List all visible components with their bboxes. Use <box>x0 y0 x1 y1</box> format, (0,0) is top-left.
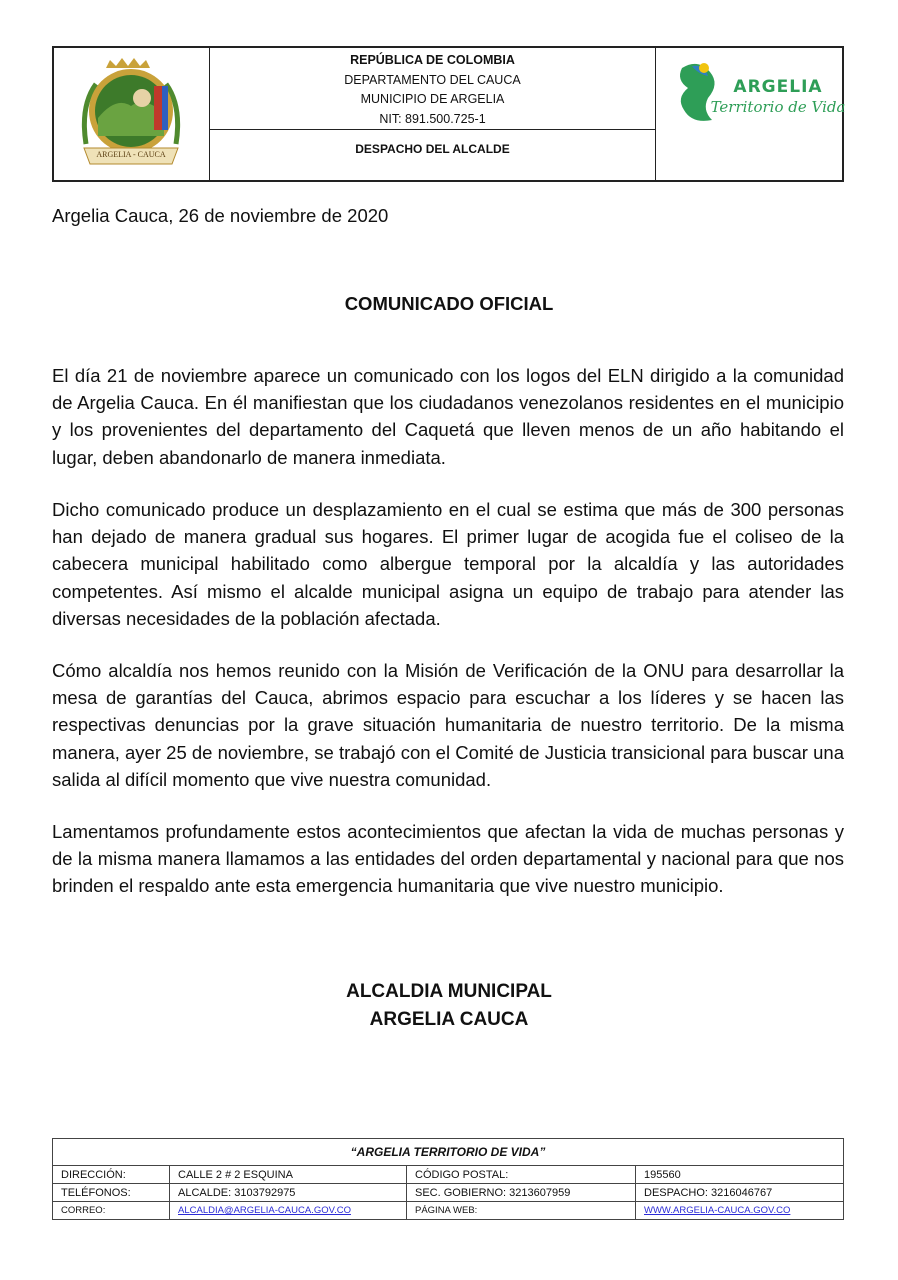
paragraph-1: El día 21 de noviembre aparece un comunicado con los logos del ELN dirigido a la comunidad de Argelia Cauca. En él manifiestan que los ciudadanos venezolanos residentes en el municipio y los provenientes del departamento del Caquetá que lleven menos de un año habitando el lugar, deben abandonarlo de manera inmediata. <box>52 365 844 468</box>
email-link[interactable]: ALCALDIA@ARGELIA-CAUCA.GOV.CO <box>178 1205 351 1216</box>
postal-value: 195560 <box>636 1166 844 1184</box>
paragraph-2: Dicho comunicado produce un desplazamiento en el cual se estima que más de 300 personas han dejado de manera gradual sus hogares. El primer lugar de acogida fue el coliseo de la cabecera municipal habilitado como albergue temporal por la alcaldía y las autoridades competentes. Así mismo el alcalde municipal asigna un equipo de trabajo para atender las diversas necesidades de la población afectada. <box>52 499 844 629</box>
footer-contact-table <box>52 1138 844 1220</box>
date-line: Argelia Cauca, 26 de noviembre de 2020 <box>52 205 389 226</box>
government-phone: SEC. GOBIERNO: 3213607959 <box>407 1184 636 1202</box>
footer-motto: “ARGELIA TERRITORIO DE VIDA” <box>53 1139 844 1166</box>
seal-cell <box>54 48 210 180</box>
table-row <box>53 1184 844 1202</box>
brand-cell <box>655 48 846 180</box>
office-phone: DESPACHO: 3216046767 <box>636 1184 844 1202</box>
signature-line-1: ALCALDIA MUNICIPAL <box>346 981 552 1002</box>
municipal-seal-icon <box>76 56 186 174</box>
table-row <box>53 1166 844 1184</box>
signature-line-2: ARGELIA CAUCA <box>369 1009 529 1030</box>
header-text-cell <box>210 48 655 180</box>
letterhead <box>52 46 844 182</box>
brand-name: ARGELIA <box>733 77 823 97</box>
table-row <box>53 1202 844 1220</box>
phones-label: TELÉFONOS: <box>53 1184 170 1202</box>
postal-label: CÓDIGO POSTAL: <box>407 1166 636 1184</box>
website-link[interactable]: WWW.ARGELIA-CAUCA.GOV.CO <box>644 1205 791 1216</box>
paragraph-4: Lamentamos profundamente estos acontecimientos que afectan la vida de muchas personas y de la misma manera llamamos a las entidades del orden departamental y nacional para que nos brinden el respaldo ante esta emergencia humanitaria que vive nuestro municipio. <box>52 821 844 897</box>
brand-tagline: Territorio de Vida <box>710 98 846 116</box>
seal-text: ARGELIA - CAUCA <box>96 150 166 159</box>
address-label: DIRECCIÓN: <box>53 1166 170 1184</box>
office-line: DESPACHO DEL ALCALDE <box>355 142 510 156</box>
republic-heading: REPÚBLICA DE COLOMBIA <box>350 53 515 67</box>
municipality-line: MUNICIPIO DE ARGELIA <box>360 92 505 106</box>
document-title: COMUNICADO OFICIAL <box>344 293 554 314</box>
nit-line: NIT: 891.500.725-1 <box>379 111 486 126</box>
mayor-phone: ALCALDE: 3103792975 <box>170 1184 407 1202</box>
website-label: PÁGINA WEB: <box>407 1202 636 1220</box>
argelia-brand-logo <box>668 58 846 128</box>
paragraph-3: Cómo alcaldía nos hemos reunido con la Misión de Verificación de la ONU para desarrollar la mesa de garantías del Cauca, abrimos espacio para escuchar a los líderes y se hacen las respectivas denuncias por la grave situación humanitaria de nuestro territorio. De la misma manera, ayer 25 de noviembre, se trabajó con el Comité de Justicia transicional para buscar una salida al difícil momento que vive nuestra comunidad. <box>52 660 844 790</box>
email-label: CORREO: <box>53 1202 170 1220</box>
address-value: CALLE 2 # 2 ESQUINA <box>170 1166 407 1184</box>
department-line: DEPARTAMENTO DEL CAUCA <box>344 72 521 87</box>
